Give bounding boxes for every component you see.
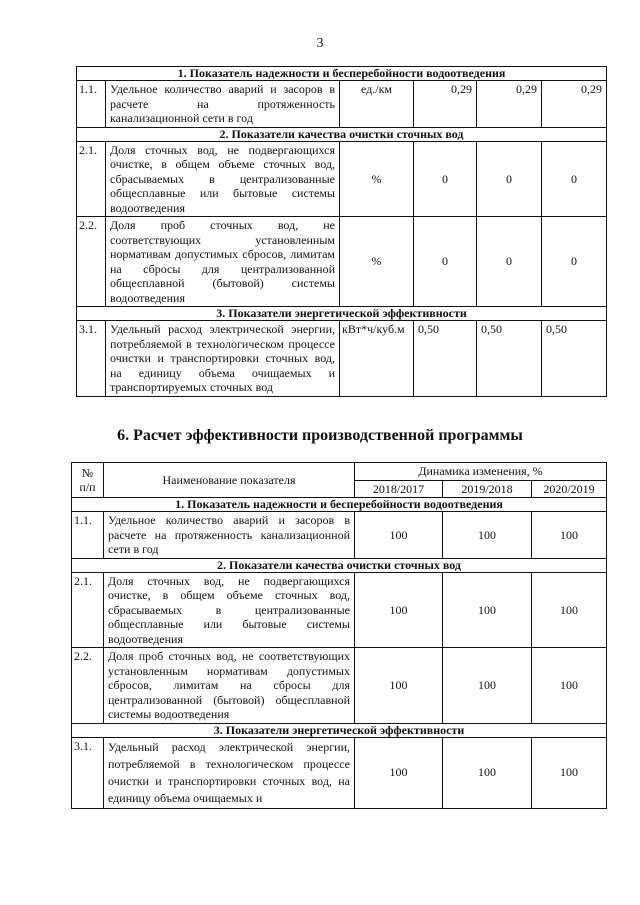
table-row (72, 737, 607, 808)
section-header (72, 723, 607, 737)
indicator-name: Доля сточных вод, не подвергающихся очистке, в общем объеме сточных вод, сбрасываемых в централизованные общесплавные или бытовые системы водоотведения (104, 572, 355, 648)
value-cell: 100 (532, 572, 607, 648)
row-number: 3.1. (77, 321, 106, 397)
section-title: 1. Показатель надежности и бесперебойности водоотведения (77, 67, 607, 81)
value-cell: 0 (477, 217, 542, 307)
table-row (72, 572, 607, 648)
value-cell: 0,29 (477, 81, 542, 128)
indicator-name: Удельное количество аварий и засоров в расчете на протяженность канализационной сети в год (106, 81, 340, 128)
value-cell: 100 (532, 648, 607, 724)
indicator-name: Удельный расход электрической энергии, потребляемой в технологическом процессе очистки и транспортировки сточных вод, на единицу объема очищаемых и транспортируемых сточных вод (106, 321, 340, 397)
unit-cell: кВт*ч/куб.м (340, 321, 414, 397)
table-row (72, 648, 607, 724)
value-cell: 100 (443, 572, 532, 648)
table-header-row (72, 463, 607, 481)
column-header-num: № п/п (72, 463, 104, 498)
indicator-name: Удельный расход электрической энергии, потребляемой в технологическом процессе очистки и транспортировки сточных вод, на единицу объема очищаемых и (104, 737, 355, 808)
value-cell: 100 (355, 648, 443, 724)
row-number: 2.1. (77, 141, 106, 217)
unit-cell: % (340, 217, 414, 307)
section-header (77, 307, 607, 321)
row-number: 2.1. (72, 572, 104, 648)
indicator-name: Доля проб сточных вод, не соответствующих установленным нормативам допустимых сбросов, лимитам на сбросы для централизованной (бытовой) общесплавной системы водоотведения (104, 648, 355, 724)
value-cell: 100 (443, 737, 532, 808)
section-header (77, 127, 607, 141)
table-row (72, 512, 607, 559)
value-cell: 0 (414, 217, 477, 307)
row-number: 3.1. (72, 737, 104, 808)
section-title: 2. Показатели качества очистки сточных вод (77, 127, 607, 141)
value-cell: 0,50 (414, 321, 477, 397)
value-cell: 0,50 (477, 321, 542, 397)
value-cell: 0,50 (542, 321, 607, 397)
row-number: 2.2. (77, 217, 106, 307)
row-number: 2.2. (72, 648, 104, 724)
section-header (72, 498, 607, 512)
row-number: 1.1. (77, 81, 106, 128)
column-header-name: Наименование показателя (104, 463, 355, 498)
section-heading: 6. Расчет эффективности производственной программы (117, 427, 523, 444)
value-cell: 0,29 (414, 81, 477, 128)
column-header-dynamics: Динамика изменения, % (355, 463, 607, 481)
section-header (77, 67, 607, 81)
section-header (72, 558, 607, 572)
value-cell: 0 (542, 217, 607, 307)
value-cell: 0,29 (542, 81, 607, 128)
value-cell: 100 (443, 648, 532, 724)
value-cell: 100 (355, 737, 443, 808)
column-header-year: 2019/2018 (443, 480, 532, 498)
section-title: 1. Показатель надежности и бесперебойности водоотведения (72, 498, 607, 512)
indicator-name: Удельное количество аварий и засоров в расчете на протяженность канализационной сети в год (104, 512, 355, 559)
indicator-name: Доля проб сточных вод, не соответствующих установленным нормативам допустимых сбросов, лимитам на сбросы для централизованной общесплавной (бытовой) системы водоотведения (106, 217, 340, 307)
value-cell: 100 (532, 737, 607, 808)
efficiency-table (71, 462, 607, 809)
section-title: 3. Показатели энергетической эффективности (72, 723, 607, 737)
value-cell: 100 (532, 512, 607, 559)
value-cell: 100 (443, 512, 532, 559)
table-row (77, 81, 607, 128)
indicator-name: Доля сточных вод, не подвергающихся очистке, в общем объеме сточных вод, сбрасываемых в централизованные общесплавные или бытовые системы водоотведения (106, 141, 340, 217)
value-cell: 100 (355, 572, 443, 648)
unit-cell: % (340, 141, 414, 217)
value-cell: 0 (477, 141, 542, 217)
value-cell: 0 (414, 141, 477, 217)
table-row (77, 141, 607, 217)
page-number: 3 (316, 36, 324, 51)
indicators-table (76, 66, 607, 397)
section-title: 3. Показатели энергетической эффективности (77, 307, 607, 321)
column-header-year: 2018/2017 (355, 480, 443, 498)
row-number: 1.1. (72, 512, 104, 559)
table-row (77, 217, 607, 307)
unit-cell: ед./км (340, 81, 414, 128)
section-title: 2. Показатели качества очистки сточных вод (72, 558, 607, 572)
table-row (77, 321, 607, 397)
value-cell: 100 (355, 512, 443, 559)
column-header-year: 2020/2019 (532, 480, 607, 498)
value-cell: 0 (542, 141, 607, 217)
